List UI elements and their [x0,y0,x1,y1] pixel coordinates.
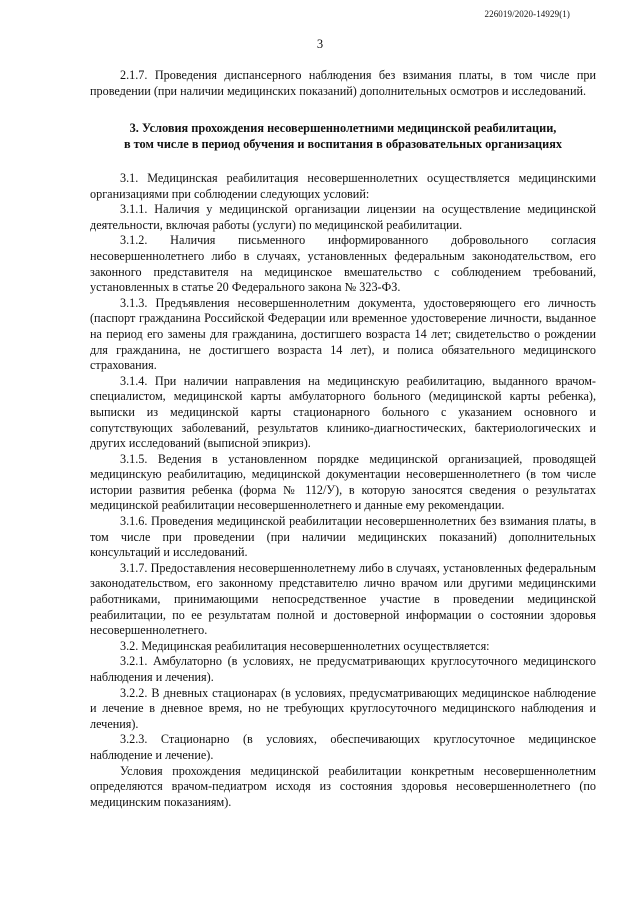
paragraph-3-1-6: 3.1.6. Проведения медицинской реабилитации несовершеннолетних без взимания платы, в том числе при проведении (при наличии медицинских показаний) дополнительных консультаций и исследований. [90,514,596,560]
section-heading-line-1: 3. Условия прохождения несовершеннолетними медицинской реабилитации, [129,121,557,136]
paragraph-3-2: 3.2. Медицинская реабилитация несовершеннолетних осуществляется: [120,638,490,653]
document-body [90,68,596,810]
paragraph-3-2-1: 3.2.1. Амбулаторно (в условиях, не предусматривающих круглосуточного медицинского наблюдения и лечения). [90,654,596,684]
paragraph-3-1-5: 3.1.5. Ведения в установленном порядке медицинской организацией, проводящей медицинскую реабилитацию, медицинской документации несовершеннолетнего (в том числе истории развития ребенка (форма № 112/У), в которую заносятся сведения о результатах медицинской реабилитации несовершеннолетнего и данные ему рекомендации. [90,451,596,513]
section-heading-line-2: в том числе в период обучения и воспитания в образовательных организациях [123,136,563,151]
paragraph-2-1-7: 2.1.7. Проведения диспансерного наблюдения без взимания платы, в том числе при проведении (при наличии медицинских показаний) дополнительных осмотров и исследований. [90,68,596,98]
paragraph-3-1: 3.1. Медицинская реабилитация несовершеннолетних осуществляется медицинскими организациями при соблюдении следующих условий: [90,171,596,201]
page-number: 3 [316,37,324,51]
paragraph-3-1-7: 3.1.7. Предоставления несовершеннолетнему либо в случаях, установленных федеральным законодательством, его законному представителю лично врачом или другими медицинскими работниками, принимающими непосредственное участие в проведении медицинской реабилитации, по ее результатам полной и достоверной информации о состоянии здоровья несовершеннолетнего. [90,560,596,638]
document-registration-number: 226019/2020-14929(1) [484,9,570,19]
paragraph-3-1-4: 3.1.4. При наличии направления на медицинскую реабилитацию, выданного врачом-специалистом, медицинской карты амбулаторного больного (медицинской карты ребенка), выписки из медицинской карты стационарного больного с указанием основного и сопутствующих заболеваний, результатов клинико-диагностических, бактериологических и других исследований (выписной эпикриз). [90,373,596,451]
section-heading [90,121,596,152]
paragraph-3-1-1: 3.1.1. Наличия у медицинской организации лицензии на осуществление медицинской деятельности, включая работы (услуги) по медицинской реабилитации. [90,202,596,232]
paragraph-3-2-3: 3.2.3. Стационарно (в условиях, обеспечивающих круглосуточное медицинское наблюдение и лечение). [90,732,596,762]
paragraph-3-1-3: 3.1.3. Предъявления несовершеннолетним документа, удостоверяющего его личность (паспорт гражданина Российской Федерации или временное удостоверение личности, выданное на период его замены для гражданина, достигшего возраста 14 лет; свидетельство о рождении для гражданина, не достигшего возраста 14 лет), и полиса обязательного медицинского страхования. [90,295,596,373]
paragraph-conditions-determination: Условия прохождения медицинской реабилитации конкретным несовершеннолетним определяются врачом-педиатром исходя из состояния здоровья несовершеннолетнего (по медицинским показаниям). [90,763,596,809]
paragraph-3-1-2: 3.1.2. Наличия письменного информированного добровольного согласия несовершеннолетнего либо в случаях, установленных федеральным законодательством, его законного представителя на медицинское вмешательство с соблюдением требований, установленных в статье 20 Федерального закона № 323-ФЗ. [90,233,596,295]
paragraph-3-2-2: 3.2.2. В дневных стационарах (в условиях, предусматривающих медицинское наблюдение и лечение в дневное время, но не требующих круглосуточного медицинского наблюдения и лечения). [90,685,596,731]
